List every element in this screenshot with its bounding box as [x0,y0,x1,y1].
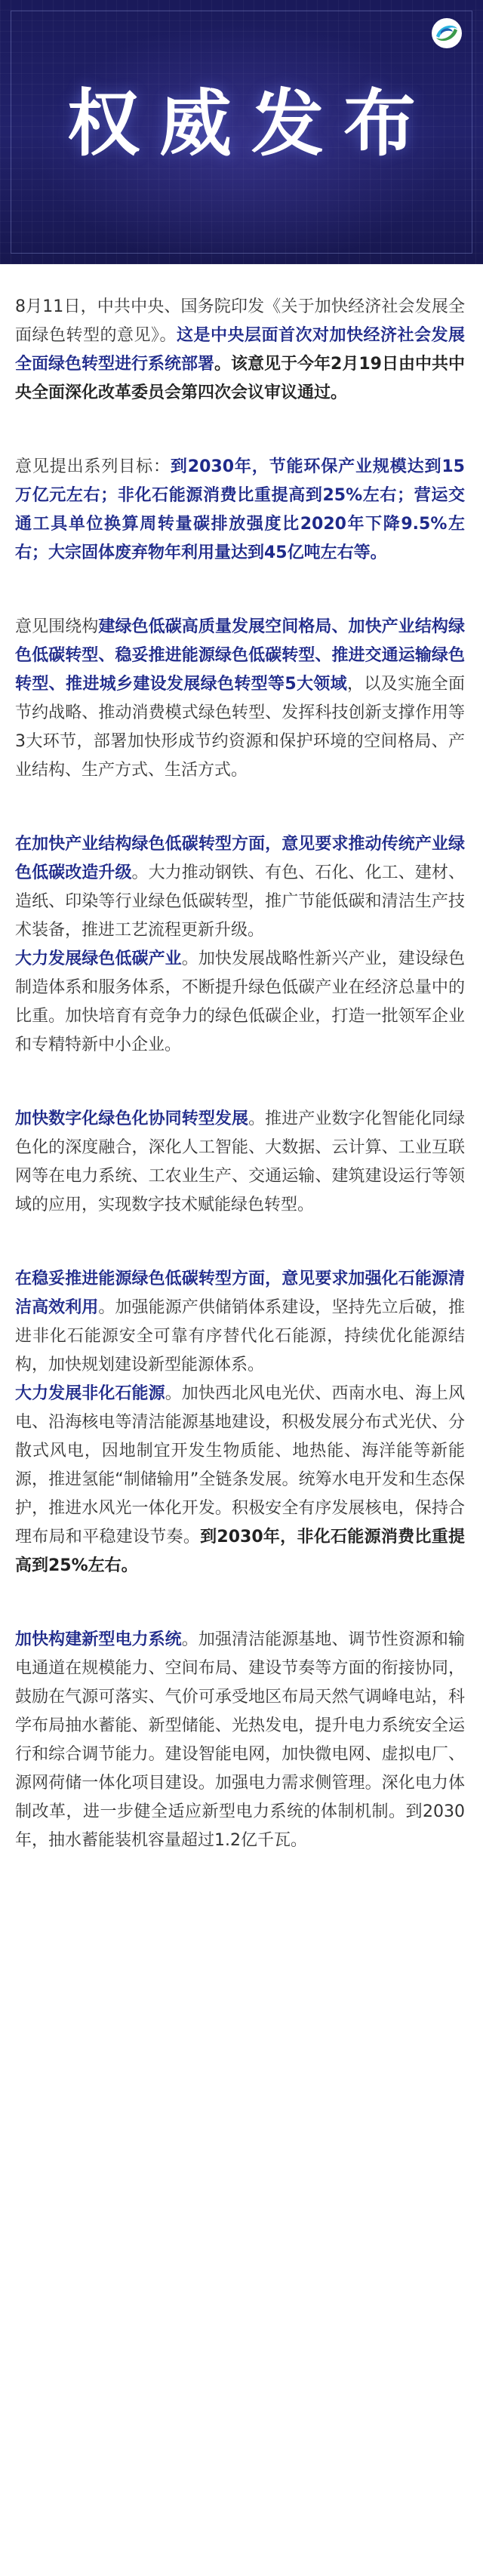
banner-title: 权威发布 [67,82,435,166]
article-paragraph [15,613,465,785]
article-paragraph [15,1265,465,1380]
paragraph-emphasis: 在加快产业结构绿色低碳转型方面，意见要求推动传统产业绿色低碳改造升级 [15,835,465,882]
paragraph-emphasis: 这是中央层面首次对加快经济社会发展全面绿色转型进行系统部署 [15,326,465,374]
paragraph-text: 8月11日，中共中央、国务院印发《关于加快经济社会发展全面绿色转型的意见》。 [15,297,465,345]
paragraph-text: 。加强能源产供储销体系建设，坚持先立后破，推进非化石能源安全可靠有序替代化石能源，持续优化能源结构，加快规划建设新型能源体系。 [15,1298,465,1374]
article-paragraph [15,1380,465,1580]
paragraph-emphasis: 加快数字化绿色化协同转型发展 [15,1109,249,1128]
paragraph-emphasis: 加快构建新型电力系统 [15,1630,182,1649]
header-banner [0,0,483,264]
swirl-globe-logo-icon [430,17,463,50]
article-paragraph [15,830,465,945]
article-paragraph [15,1105,465,1220]
paragraph-text: 。大力推动钢铁、有色、石化、化工、建材、造纸、印染等行业绿色低碳转型，推广节能低碳和清洁生产技术装备，推进工艺流程更新升级。 [15,863,465,940]
paragraph-text: 。加强清洁能源基地、调节性资源和输电通道在规模能力、空间布局、建设节奏等方面的衔接协同，鼓励在气源可落实、气价可承受地区布局天然气调峰电站，科学布局抽水蓄能、新型储能、光热发电，提升电力系统安全运行和综合调节能力。建设智能电网，加快微电网、虚拟电厂、源网荷储一体化项目建设。加强电力需求侧管理。深化电力体制改革，进一步健全适应新型电力系统的体制机制。到2030年，抽水蓄能装机容量超过1.2亿千瓦。 [15,1630,465,1850]
article-paragraph [15,293,465,408]
paragraph-emphasis: 。该意见于今年2月19日由中共中央全面深化改革委员会第四次会议审议通过。 [15,355,465,402]
paragraph-emphasis: 建绿色低碳高质量发展空间格局、加快产业结构绿色低碳转型、稳妥推进能源绿色低碳转型、推进交通运输绿色转型、推进城乡建设发展绿色转型等5大领域 [15,617,465,694]
paragraph-emphasis: 到2030年，节能环保产业规模达到15万亿元左右；非化石能源消费比重提高到25%左右；营运交通工具单位换算周转量碳排放强度比2020年下降9.5%左右；大宗固体废弃物年利用量达到45亿吨左右等。 [15,457,465,562]
paragraph-emphasis: 在稳妥推进能源绿色低碳转型方面，意见要求加强化石能源清洁高效利用 [15,1270,465,1317]
article-paragraph [15,453,465,568]
paragraph-text: 。推进产业数字化智能化同绿色化的深度融合，深化人工智能、大数据、云计算、工业互联网等在电力系统、工农业生产、交通运输、建筑建设运行等领域的应用，实现数字技术赋能绿色转型。 [15,1109,465,1214]
paragraph-text: 意见提出系列目标： [15,457,171,476]
article-body [15,293,465,1900]
article-paragraph [15,945,465,1060]
paragraph-text: 。加快西北风电光伏、西南水电、海上风电、沿海核电等清洁能源基地建设，积极发展分布式光伏、分散式风电，因地制宜开发生物质能、地热能、海洋能等新能源，推进氢能“制储输用”全链条发展。统筹水电开发和生态保护，推进水风光一体化开发。积极安全有序发展核电，保持合理布局和平稳建设节奏。 [15,1384,465,1547]
paragraph-emphasis: 到2030年，非化石能源消费比重提高到25%左右。 [15,1528,465,1575]
paragraph-text: ，以及实施全面节约战略、推动消费模式绿色转型、发挥科技创新支撑作用等3大环节，部署加快形成节约资源和保护环境的空间格局、产业结构、生产方式、生活方式。 [15,675,465,780]
paragraph-text: 意见围绕构 [15,617,99,636]
paragraph-emphasis: 大力发展绿色低碳产业 [15,949,182,968]
article-paragraph [15,1626,465,1855]
paragraph-emphasis: 大力发展非化石能源 [15,1384,165,1403]
paragraph-text: 。加快发展战略性新兴产业，建设绿色制造体系和服务体系，不断提升绿色低碳产业在经济总量中的比重。加快培育有竞争力的绿色低碳企业，打造一批领军企业和专精特新中小企业。 [15,949,465,1054]
